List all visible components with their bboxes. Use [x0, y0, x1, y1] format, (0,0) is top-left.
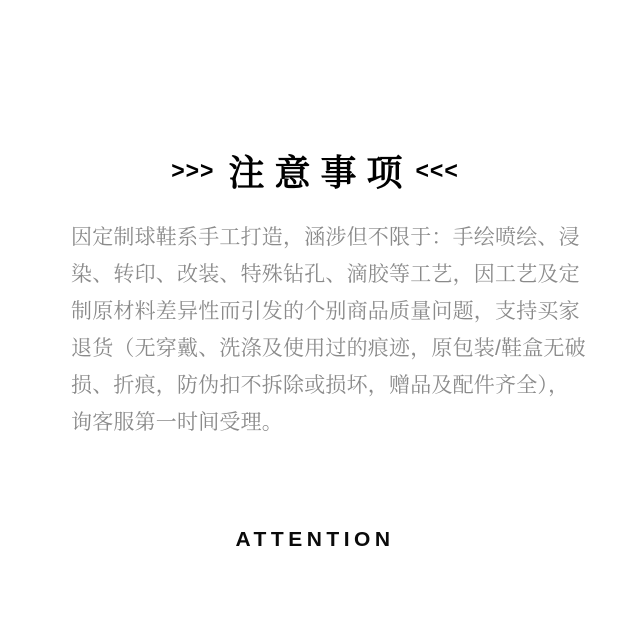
notice-line: 询客服第一时间受理。	[71, 411, 283, 434]
notice-paragraph	[71, 219, 586, 441]
left-chevrons-decoration-icon: >>>	[171, 155, 215, 184]
right-chevrons-decoration-icon: <<<	[415, 155, 459, 184]
notice-line: 损、折痕，防伪扣不拆除或损坏，赠品及配件齐全），	[71, 374, 570, 397]
title-text: 注意事项	[228, 151, 413, 193]
notice-line: 制原材料差异性而引发的个别商品质量问题，支持买家	[71, 300, 580, 323]
attention-footer-label: ATTENTION	[235, 528, 395, 551]
notice-line: 染、转印、改装、特殊钻孔、滴胶等工艺，因工艺及定	[71, 263, 580, 286]
notice-line: 退货（无穿戴、洗涤及使用过的痕迹，原包装/鞋盒无破	[71, 337, 586, 360]
page-title	[0, 146, 630, 194]
notice-line: 因定制球鞋系手工打造，涵涉但不限于：手绘喷绘、浸	[71, 226, 580, 249]
